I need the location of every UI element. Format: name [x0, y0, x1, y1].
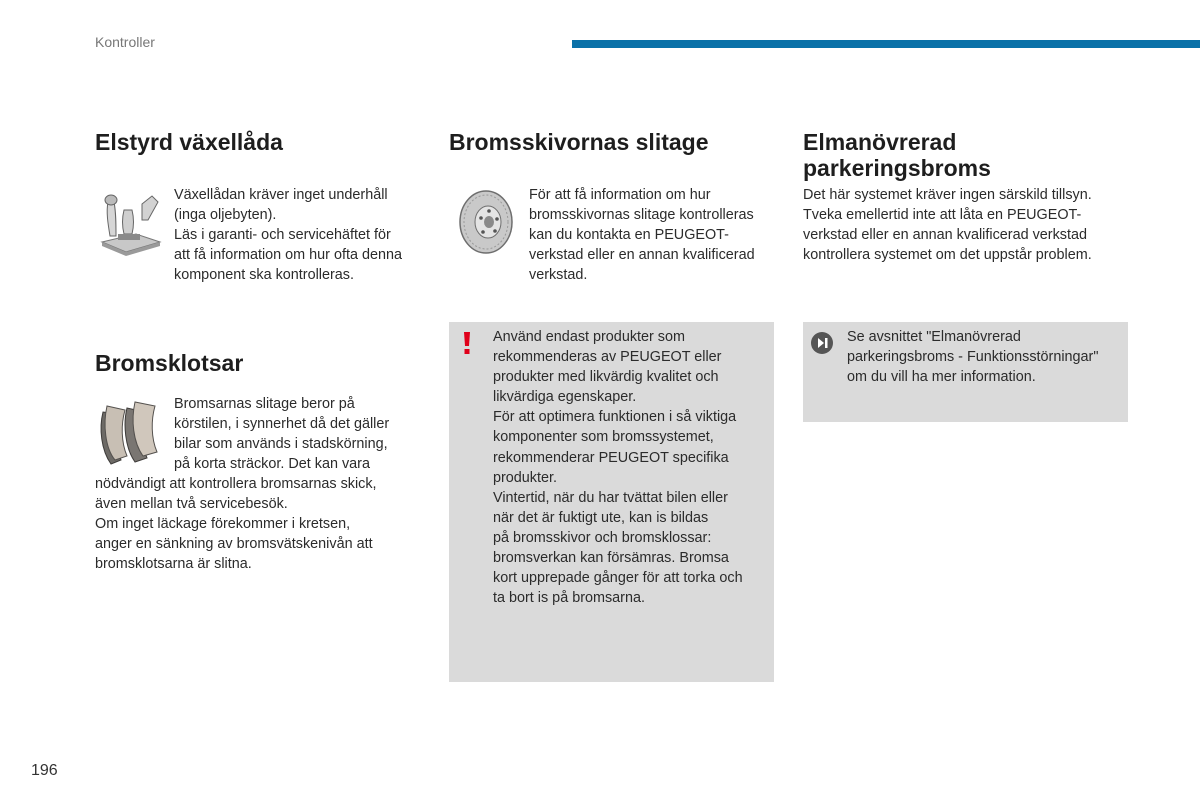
parking-brake-title: Elmanövrerad parkeringsbroms: [803, 129, 991, 181]
brake-disc-illustration: [455, 188, 517, 256]
header-accent-bar: [572, 40, 1200, 48]
brake-discs-title: Bromsskivornas slitage: [449, 129, 709, 155]
brake-pads-title: Bromsklotsar: [95, 350, 244, 376]
page-number: 196: [31, 762, 58, 779]
brake-pads-text-bottom: nödvändigt att kontrollera bromsarnas skick, även mellan två servicebesök. Om inget läckage förekommer i kretsen, anger en sänkning av bromsvätskenivån att bromsklotsarna är slitna.: [95, 476, 377, 573]
gear-lever-illustration: [96, 190, 166, 256]
brake-pads-text-top: Bromsarnas slitage beror på körstilen, i synnerhet då det gäller bilar som används i stadskörning, på korta sträckor. Det kan vara: [174, 396, 390, 473]
warning-text: Använd endast produkter som rekommenderas av PEUGEOT eller produkter med likvärdig kvalitet och likvärdiga egenskaper. För att optimera funktionen i så viktiga komponenter som bromssystemet, rekommenderar PEUGEOT specifika produkter. Vintertid, när du har tvättat bilen eller när det är fuktigt ute, kan is bildas på bromsskivor och bromsklossar: bromsverkan kan försämras. Bromsa kort upprepade gånger för att torka och ta bort is på bromsarna.: [493, 329, 743, 607]
gearbox-title: Elstyrd växellåda: [95, 129, 283, 155]
parking-brake-text: Det här systemet kräver ingen särskild tillsyn. Tveka emellertid inte att låta en PEUGEOT- verkstad eller en annan kvalificerad verkstad kontrollera systemet om det uppstår problem.: [803, 187, 1092, 264]
skip-forward-icon: [810, 331, 834, 355]
brake-discs-text: För att få information om hur bromsskivornas slitage kontrolleras kan du kontakta en PEUGEOT- verkstad eller en annan kvalificerad verkstad.: [529, 187, 755, 284]
section-label: Kontroller: [95, 34, 155, 50]
exclamation-icon: [461, 331, 473, 355]
brake-pads-illustration: [97, 398, 161, 470]
info-text: Se avsnittet "Elmanövrerad parkeringsbroms - Funktionsstörningar" om du vill ha mer information.: [847, 329, 1099, 386]
gearbox-text: Växellådan kräver inget underhåll (inga oljebyten). Läs i garanti- och servicehäftet för att få information om hur ofta denna komponent ska kontrolleras.: [174, 187, 402, 284]
